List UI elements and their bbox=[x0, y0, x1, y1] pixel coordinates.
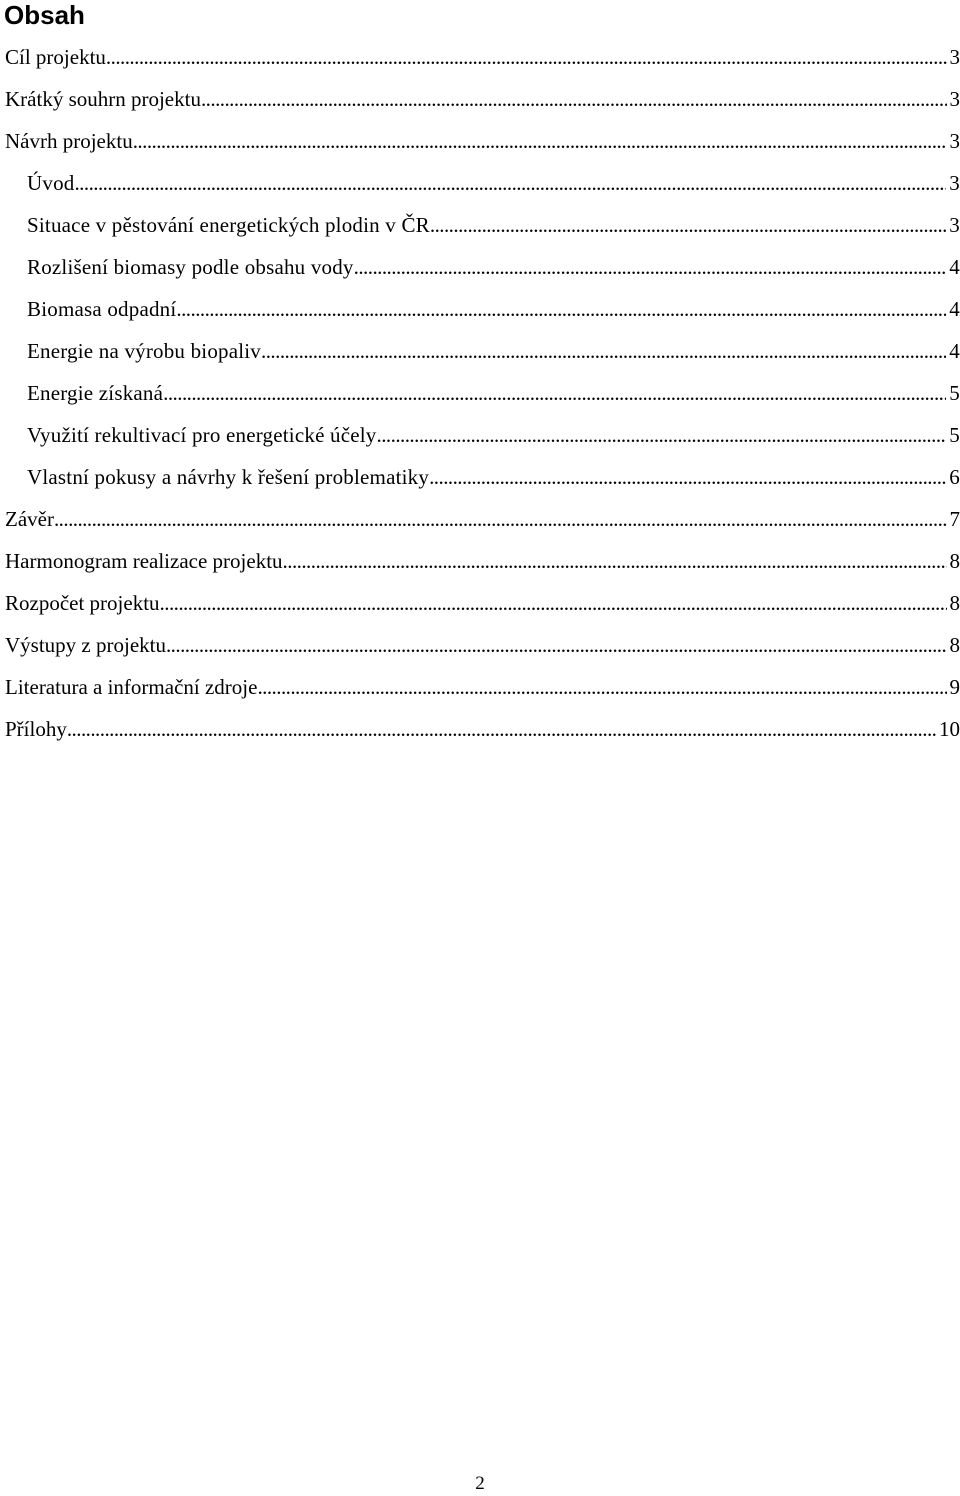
toc-entry-label: Návrh projektu bbox=[5, 120, 133, 162]
toc-dot-leader bbox=[74, 162, 946, 204]
toc-entry-label: Energie získaná bbox=[27, 372, 163, 414]
toc-dot-leader bbox=[283, 540, 947, 582]
toc-entry-label: Cíl projektu bbox=[5, 36, 106, 78]
toc-entry[interactable] bbox=[0, 204, 960, 246]
toc-dot-leader bbox=[429, 456, 946, 498]
toc-entry-page: 5 bbox=[946, 414, 960, 456]
toc-dot-leader bbox=[354, 246, 947, 288]
toc-entry-page: 8 bbox=[947, 624, 960, 666]
toc-dot-leader bbox=[377, 414, 947, 456]
toc-entry[interactable] bbox=[0, 582, 960, 624]
toc-entry-page: 10 bbox=[936, 708, 960, 750]
toc-dot-leader bbox=[106, 36, 947, 78]
toc-entry-page: 9 bbox=[947, 666, 960, 708]
toc-entry-page: 7 bbox=[947, 498, 960, 540]
toc-entry-label: Vlastní pokusy a návrhy k řešení problematiky bbox=[27, 456, 429, 498]
toc-entry-label: Výstupy z projektu bbox=[5, 624, 166, 666]
toc-entry-page: 4 bbox=[946, 330, 960, 372]
page-title: Obsah bbox=[4, 0, 85, 30]
toc-dot-leader bbox=[67, 708, 936, 750]
toc-dot-leader bbox=[160, 582, 947, 624]
toc-dot-leader bbox=[257, 666, 946, 708]
toc-entry[interactable] bbox=[0, 372, 960, 414]
toc-dot-leader bbox=[163, 372, 946, 414]
toc-entry-label: Rozlišení biomasy podle obsahu vody bbox=[27, 246, 354, 288]
page-number: 2 bbox=[0, 1472, 960, 1496]
toc-entry-label: Biomasa odpadní bbox=[27, 288, 176, 330]
toc-entry[interactable] bbox=[0, 414, 960, 456]
toc-entry[interactable] bbox=[0, 666, 960, 708]
toc-entry-label: Energie na výrobu biopaliv bbox=[27, 330, 261, 372]
toc-entry-page: 5 bbox=[946, 372, 960, 414]
toc-entry[interactable] bbox=[0, 288, 960, 330]
toc-dot-leader bbox=[430, 204, 946, 246]
toc-entry-page: 4 bbox=[946, 288, 960, 330]
table-of-contents bbox=[0, 36, 960, 750]
toc-entry-label: Přílohy bbox=[5, 708, 67, 750]
toc-entry-page: 3 bbox=[947, 78, 960, 120]
toc-entry[interactable] bbox=[0, 120, 960, 162]
toc-entry-page: 8 bbox=[947, 540, 960, 582]
toc-entry-page: 8 bbox=[947, 582, 960, 624]
toc-dot-leader bbox=[133, 120, 947, 162]
toc-entry-label: Krátký souhrn projektu bbox=[5, 78, 201, 120]
toc-entry[interactable] bbox=[0, 456, 960, 498]
toc-entry[interactable] bbox=[0, 540, 960, 582]
toc-entry[interactable] bbox=[0, 330, 960, 372]
toc-entry[interactable] bbox=[0, 162, 960, 204]
toc-entry[interactable] bbox=[0, 246, 960, 288]
toc-entry-page: 6 bbox=[946, 456, 960, 498]
toc-entry-page: 4 bbox=[946, 246, 960, 288]
toc-entry[interactable] bbox=[0, 498, 960, 540]
toc-entry-page: 3 bbox=[946, 204, 960, 246]
toc-dot-leader bbox=[201, 78, 947, 120]
toc-entry-page: 3 bbox=[946, 162, 960, 204]
toc-dot-leader bbox=[54, 498, 947, 540]
toc-entry-page: 3 bbox=[947, 36, 960, 78]
toc-entry-label: Využití rekultivací pro energetické účely bbox=[27, 414, 377, 456]
toc-entry-label: Závěr bbox=[5, 498, 54, 540]
toc-entry-label: Harmonogram realizace projektu bbox=[5, 540, 283, 582]
toc-dot-leader bbox=[176, 288, 946, 330]
toc-dot-leader bbox=[166, 624, 947, 666]
toc-entry-label: Úvod bbox=[27, 162, 74, 204]
toc-entry[interactable] bbox=[0, 36, 960, 78]
toc-entry-page: 3 bbox=[947, 120, 960, 162]
toc-dot-leader bbox=[261, 330, 946, 372]
toc-entry[interactable] bbox=[0, 624, 960, 666]
toc-entry-label: Situace v pěstování energetických plodin v ČR bbox=[27, 204, 430, 246]
toc-entry-label: Literatura a informační zdroje bbox=[5, 666, 257, 708]
toc-entry[interactable] bbox=[0, 78, 960, 120]
toc-entry-label: Rozpočet projektu bbox=[5, 582, 160, 624]
toc-entry[interactable] bbox=[0, 708, 960, 750]
